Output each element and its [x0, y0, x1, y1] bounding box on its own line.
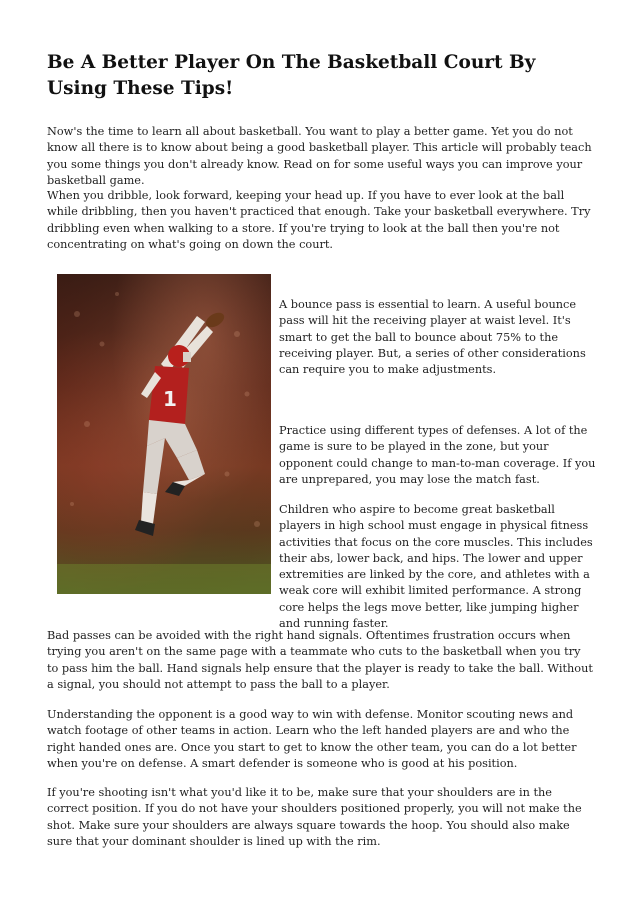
- bounce-pass-paragraph: A bounce pass is essential to learn. A useful bounce pass will hit the receiving player at waist level. It's smart to get the ball to bounce about 75% to the receiving player. But, a series of other considerations can require you to make adjustments.: [279, 298, 586, 377]
- intro-paragraph: Now's the time to learn all about basketball. You want to play a better game. Yet you do not know all there is to know about being a good basketball player. This article will probably teach you some things you don't already know. Read on for some useful ways you can improve your basketball game.: [47, 125, 592, 187]
- dribble-paragraph: When you dribble, look forward, keeping your head up. If you have to ever look at the ball while dribbling, then you haven't practiced that enough. Take your basketball everywhere. Try dribbling even when walking to a store. If you're trying to look at the ball then you're not concentrating on what's going on down the court.: [47, 189, 591, 251]
- player-illustration: [57, 274, 271, 594]
- football-player-photo: [57, 274, 271, 594]
- article-title: Be A Better Player On The Basketball Court By Using These Tips!: [47, 52, 536, 99]
- hand-signals-paragraph: Bad passes can be avoided with the right hand signals. Oftentimes frustration occurs when trying you aren't on the same page with a teammate who cuts to the basketball when you try to pass him the ball. Hand signals help ensure that the player is ready to take the ball. Without a signal, you should not attempt to pass the ball to a player.: [47, 629, 593, 691]
- shooting-paragraph: If you're shooting isn't what you'd like it to be, make sure that your shoulders are in the correct position. If you do not have your shoulders positioned properly, you will not make the shot. Make sure your shoulders are always square towards the hoop. You should also make sure that your dominant shoulder is lined up with the rim.: [47, 786, 582, 848]
- defenses-paragraph: Practice using different types of defenses. A lot of the game is sure to be played in the zone, but your opponent could change to man-to-man coverage. If you are unprepared, you may lose the match fast.: [279, 424, 596, 486]
- jersey-number: 1: [163, 387, 177, 411]
- defense-opponent-paragraph: Understanding the opponent is a good way to win with defense. Monitor scouting news and watch footage of other teams in action. Learn who the left handed players are and who the right handed ones are. Once you start to get to know the other team, you can do a lot better when you're on defense. A smart defender is someone who is good at his position.: [47, 708, 577, 770]
- core-fitness-paragraph: Children who aspire to become great basketball players in high school must engage in physical fitness activities that focus on the core muscles. This includes their abs, lower back, and hips. The lower and upper extremities are linked by the core, and athletes with a weak core will exhibit limited performance. A strong core helps the legs move better, like jumping higher and running faster.: [279, 503, 593, 631]
